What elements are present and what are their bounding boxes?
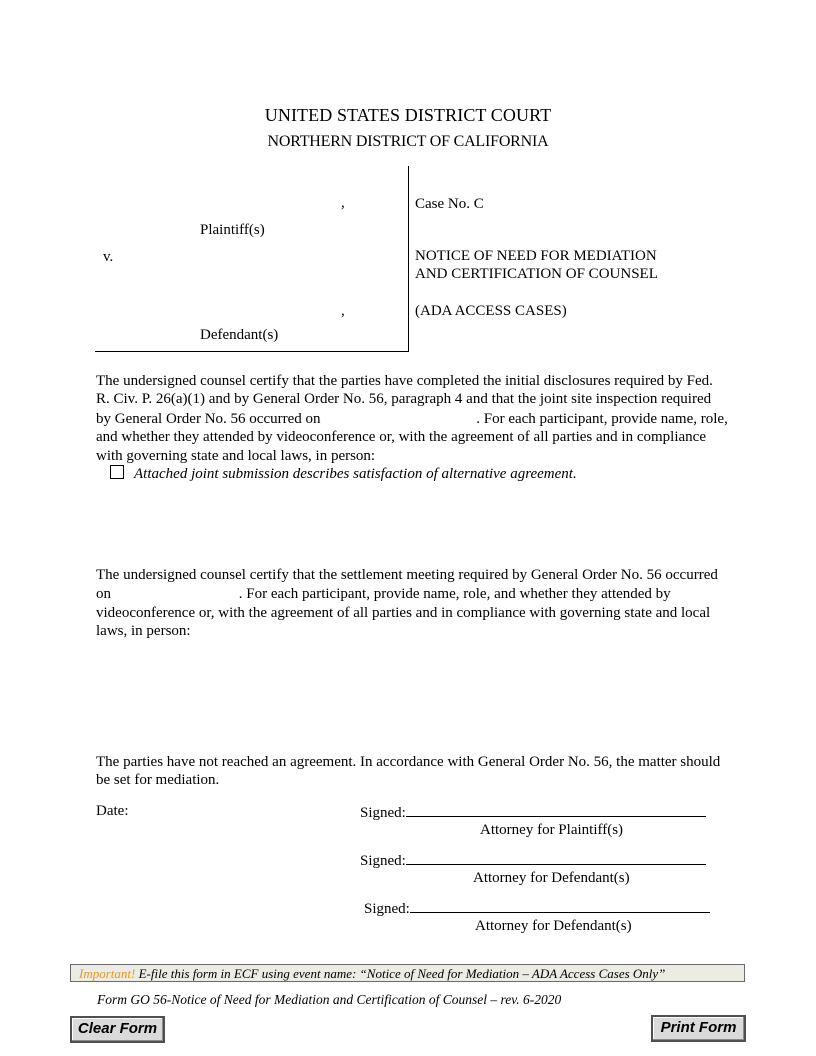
- signature-line[interactable]: [410, 898, 710, 913]
- plaintiff-label: Plaintiff(s): [200, 222, 265, 238]
- signature-role-defendant-1: Attorney for Defendant(s): [473, 870, 630, 886]
- section3-paragraph: The parties have not reached an agreement. In accordance with General Order No. 56, the matter should be set for mediation.: [96, 754, 721, 789]
- notice-subtitle: (ADA ACCESS CASES): [415, 303, 567, 319]
- alternative-agreement-checkbox[interactable]: [110, 465, 124, 479]
- site-inspection-date-field[interactable]: [324, 409, 476, 423]
- section1-paragraph: [96, 372, 728, 465]
- defendant-label: Defendant(s): [200, 327, 279, 343]
- important-label: Important!: [79, 966, 136, 981]
- section1-text-after: . For each participant, provide name, role, and whether they attended by videoconference or, with the agreement of all parties and in compliance with governing state and local laws, in person:: [96, 410, 728, 464]
- important-text: E-file this form in ECF using event name: “Notice of Need for Mediation – ADA Access Cases Only”: [138, 966, 666, 981]
- site-inspection-participants-field[interactable]: [96, 488, 728, 558]
- versus-label: v.: [103, 249, 114, 265]
- case-no-label: Case No. C: [415, 196, 484, 212]
- print-form-button[interactable]: Print Form: [651, 1015, 746, 1042]
- signed-label: Signed:: [360, 805, 406, 821]
- section2-text-before: The undersigned counsel certify that the settlement meeting required by General Order No. 56 occurred on: [96, 567, 718, 603]
- case-no-field[interactable]: [493, 195, 713, 213]
- date-label: Date:: [96, 803, 129, 819]
- efile-notice-bar: [70, 964, 745, 982]
- section1-text-before: The undersigned counsel certify that the parties have completed the initial disclosures required by Fed. R. Civ. P. 26(a)(1) and by General Order No. 56, paragraph 4 and that the joint site inspection required by General Order No. 56 occurred on: [96, 373, 713, 427]
- settlement-participants-field[interactable]: [96, 645, 728, 745]
- signature-row-defendant-1: [360, 850, 706, 871]
- plaintiff-name-field[interactable]: [96, 184, 396, 202]
- signature-role-plaintiff: Attorney for Plaintiff(s): [480, 822, 624, 838]
- signature-row-defendant-2: [364, 898, 710, 919]
- clear-form-button[interactable]: Clear Form: [70, 1016, 165, 1043]
- section2-paragraph: [96, 566, 728, 641]
- caption-vertical-rule: [408, 166, 409, 351]
- court-title: UNITED STATES DISTRICT COURT: [264, 105, 552, 125]
- signed-label: Signed:: [364, 901, 410, 917]
- section2-text-after: . For each participant, provide name, role, and whether they attended by videoconference or, with the agreement of all parties and in compliance with governing state and local laws, in person:: [96, 586, 711, 640]
- district-title: NORTHERN DISTRICT OF CALIFORNIA: [267, 133, 549, 150]
- signature-line[interactable]: [406, 850, 706, 865]
- signature-row-plaintiff: [360, 802, 706, 823]
- form-id: Form GO 56-Notice of Need for Mediation and Certification of Counsel – rev. 6-2020: [97, 992, 562, 1007]
- notice-title-line1: NOTICE OF NEED FOR MEDIATION: [415, 248, 657, 264]
- alternative-agreement-label: Attached joint submission describes satisfaction of alternative agreement.: [134, 466, 577, 482]
- defendant-comma: ,: [341, 303, 345, 319]
- notice-title-line2: AND CERTIFICATION OF COUNSEL: [415, 266, 658, 282]
- plaintiff-comma: ,: [341, 195, 345, 211]
- signature-role-defendant-2: Attorney for Defendant(s): [475, 918, 632, 934]
- date-field[interactable]: [140, 802, 320, 820]
- caption-bottom-rule: [95, 351, 409, 352]
- settlement-meeting-date-field[interactable]: [115, 584, 239, 598]
- defendant-name-field[interactable]: [96, 290, 396, 308]
- signed-label: Signed:: [360, 853, 406, 869]
- signature-line[interactable]: [406, 802, 706, 817]
- alternative-agreement-row: [110, 465, 577, 484]
